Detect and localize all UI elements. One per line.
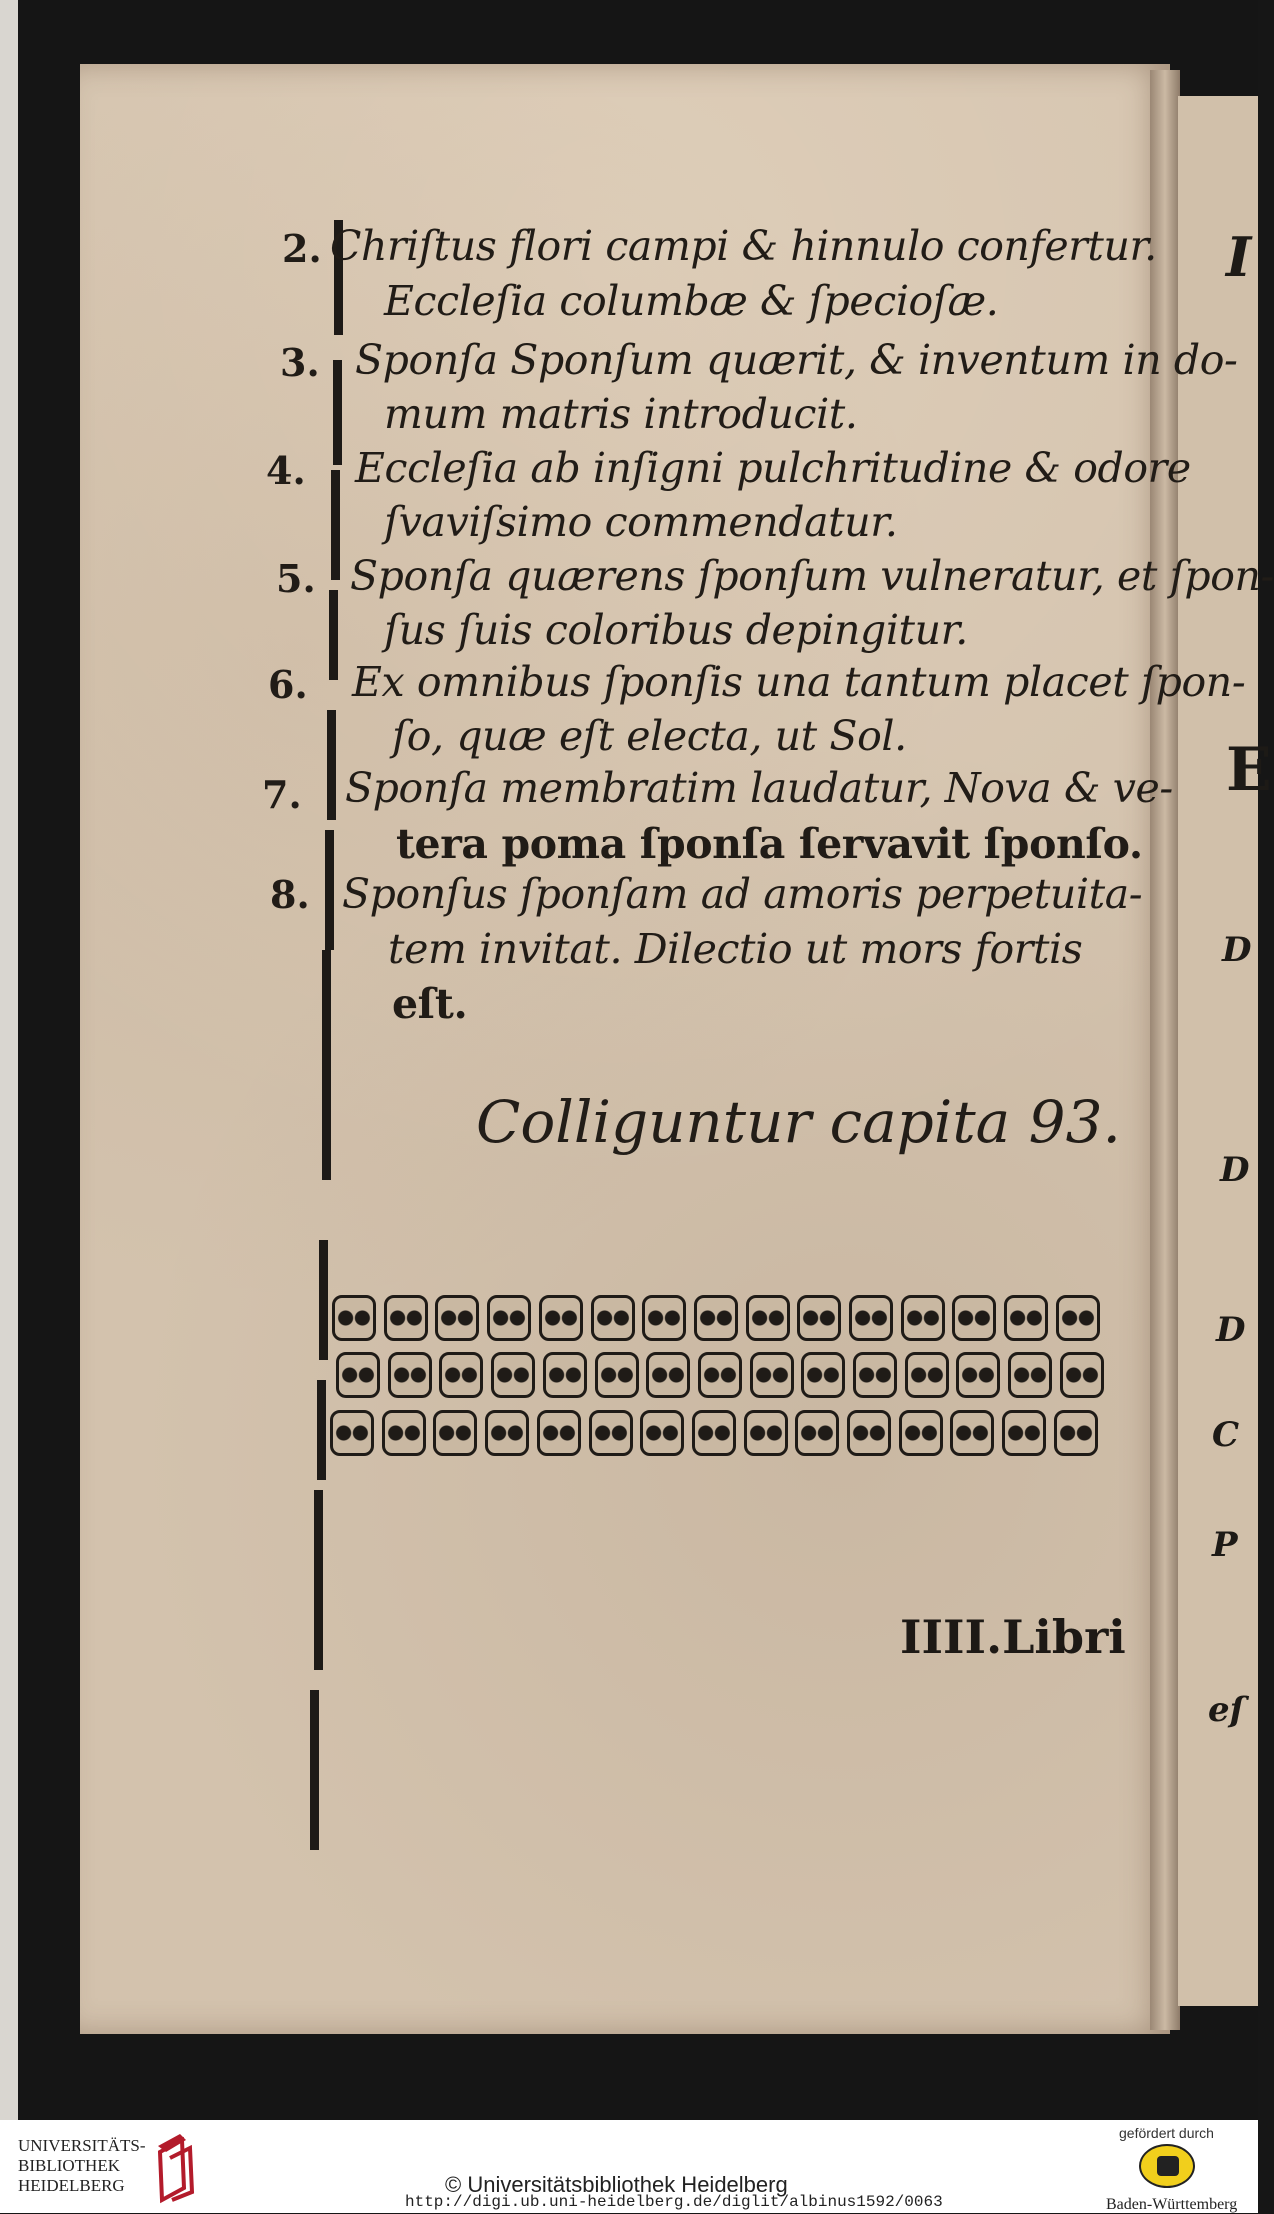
next-page-letter: D (1216, 1310, 1246, 1350)
ornament-glyph (646, 1352, 690, 1398)
entry-line: ſus ſuis coloribus depingitur. (384, 606, 968, 654)
ornament-glyph (330, 1410, 374, 1456)
next-page-letter: I (1226, 225, 1252, 289)
ornament-glyph (487, 1295, 531, 1341)
summary-heading: Colliguntur capita 93. (476, 1088, 1121, 1156)
entry-line: Ex omnibus ſponſis una tantum placet ſpon- (352, 658, 1246, 706)
margin-rule (322, 950, 331, 1180)
entry-line: tem invitat. Dilectio ut mors fortis (388, 925, 1083, 973)
margin-rule (325, 830, 334, 950)
ornament-row (332, 1295, 1100, 1343)
margin-rule (327, 710, 336, 820)
library-logo-icon (152, 2130, 202, 2202)
ornament-glyph (589, 1410, 633, 1456)
ornament-row (330, 1410, 1098, 1458)
ornament-glyph (956, 1352, 1000, 1398)
entry-line: ſo, quæ eſt electa, ut Sol. (392, 712, 907, 760)
ornament-glyph (336, 1352, 380, 1398)
ornament-glyph (849, 1295, 893, 1341)
scan-edge (0, 0, 18, 2120)
funding-region: Baden-Württemberg (1106, 2196, 1238, 2213)
ornament-glyph (692, 1410, 736, 1456)
entry-line: ſvaviſsimo commendatur. (384, 498, 898, 546)
ornament-glyph (1060, 1352, 1104, 1398)
entry-line: tera poma ſponſa ſervavit ſponſo. (396, 820, 1143, 868)
ornament-glyph (698, 1352, 742, 1398)
next-page-letter: D (1222, 930, 1252, 970)
ornament-glyph (750, 1352, 794, 1398)
entry-number: 6. (268, 662, 308, 707)
ornament-glyph (591, 1295, 635, 1341)
ornament-glyph (388, 1352, 432, 1398)
ornament-row (336, 1352, 1104, 1400)
ornament-glyph (485, 1410, 529, 1456)
library-name-line: HEIDELBERG (18, 2176, 125, 2195)
margin-rule (331, 470, 340, 580)
funding-label: gefördert durch (1119, 2125, 1214, 2141)
ornament-glyph (801, 1352, 845, 1398)
ornament-glyph (642, 1295, 686, 1341)
ornament-glyph (1008, 1352, 1052, 1398)
entry-number: 2. (282, 226, 322, 271)
entry-line: eſt. (392, 980, 468, 1028)
entry-line: Chriſtus flori campi & hinnulo confertur. (330, 222, 1157, 270)
ornament-glyph (853, 1352, 897, 1398)
margin-rule (319, 1240, 328, 1360)
ornament-glyph (744, 1410, 788, 1456)
permalink[interactable]: http://digi.ub.uni-heidelberg.de/diglit/albinus1592/0063 (405, 2193, 943, 2211)
ornament-glyph (539, 1295, 583, 1341)
library-name-line: UNIVERSITÄTS- (18, 2136, 146, 2155)
ornament-glyph (905, 1352, 949, 1398)
copyright-notice: © Universitätsbibliothek Heidelberg (445, 2172, 788, 2197)
next-page-letter: E (1226, 735, 1272, 805)
next-page-letter: P (1212, 1525, 1238, 1565)
ornament-glyph (1054, 1410, 1098, 1456)
ornament-glyph (694, 1295, 738, 1341)
entry-line: Sponſus ſponſam ad amoris perpetuita- (342, 870, 1143, 918)
ornament-glyph (439, 1352, 483, 1398)
entry-number: 7. (262, 772, 302, 817)
library-name-line: BIBLIOTHEK (18, 2156, 120, 2175)
ornament-glyph (382, 1410, 426, 1456)
ornament-glyph (1002, 1410, 1046, 1456)
margin-rule (317, 1380, 326, 1480)
next-page-letter: C (1212, 1415, 1240, 1455)
entry-line: Sponſa Sponſum quærit, & inventum in do- (355, 336, 1238, 384)
margin-rule (314, 1490, 323, 1670)
library-footer (0, 2120, 1258, 2213)
ornament-glyph (491, 1352, 535, 1398)
ornament-glyph (746, 1295, 790, 1341)
ornament-glyph (435, 1295, 479, 1341)
entry-number: 5. (276, 556, 316, 601)
margin-rule (333, 360, 342, 465)
ornament-glyph (1056, 1295, 1100, 1341)
entry-line: mum matris introducit. (384, 390, 858, 438)
entry-number: 8. (270, 872, 310, 917)
entry-line: Eccleſia columbæ & ſpecioſæ. (384, 277, 999, 325)
entry-number: 3. (280, 340, 320, 385)
library-name (18, 2136, 146, 2196)
entry-line: Sponſa membratim laudatur, Nova & ve- (345, 764, 1173, 812)
ornament-glyph (332, 1295, 376, 1341)
ornament-glyph (952, 1295, 996, 1341)
ornament-glyph (640, 1410, 684, 1456)
catchword: IIII.Libri (900, 1610, 1126, 1664)
entry-line: Sponſa quærens ſponſum vulneratur, et ſpon- (350, 552, 1274, 600)
ornament-glyph (901, 1295, 945, 1341)
entry-number: 4. (266, 448, 306, 493)
ornament-glyph (595, 1352, 639, 1398)
next-page-letter: eſ (1208, 1690, 1245, 1730)
margin-rule (329, 590, 338, 680)
ornament-glyph (795, 1410, 839, 1456)
ornament-glyph (384, 1295, 428, 1341)
ornament-glyph (950, 1410, 994, 1456)
next-page-letter: D (1220, 1150, 1250, 1190)
ornament-glyph (1004, 1295, 1048, 1341)
ornament-glyph (797, 1295, 841, 1341)
ornament-glyph (847, 1410, 891, 1456)
ornament-glyph (433, 1410, 477, 1456)
ornament-glyph (537, 1410, 581, 1456)
ornament-glyph (899, 1410, 943, 1456)
state-seal-icon (1139, 2144, 1195, 2188)
margin-rule (310, 1690, 319, 1850)
entry-line: Eccleſia ab inſigni pulchritudine & odore (355, 444, 1191, 492)
ornament-glyph (543, 1352, 587, 1398)
